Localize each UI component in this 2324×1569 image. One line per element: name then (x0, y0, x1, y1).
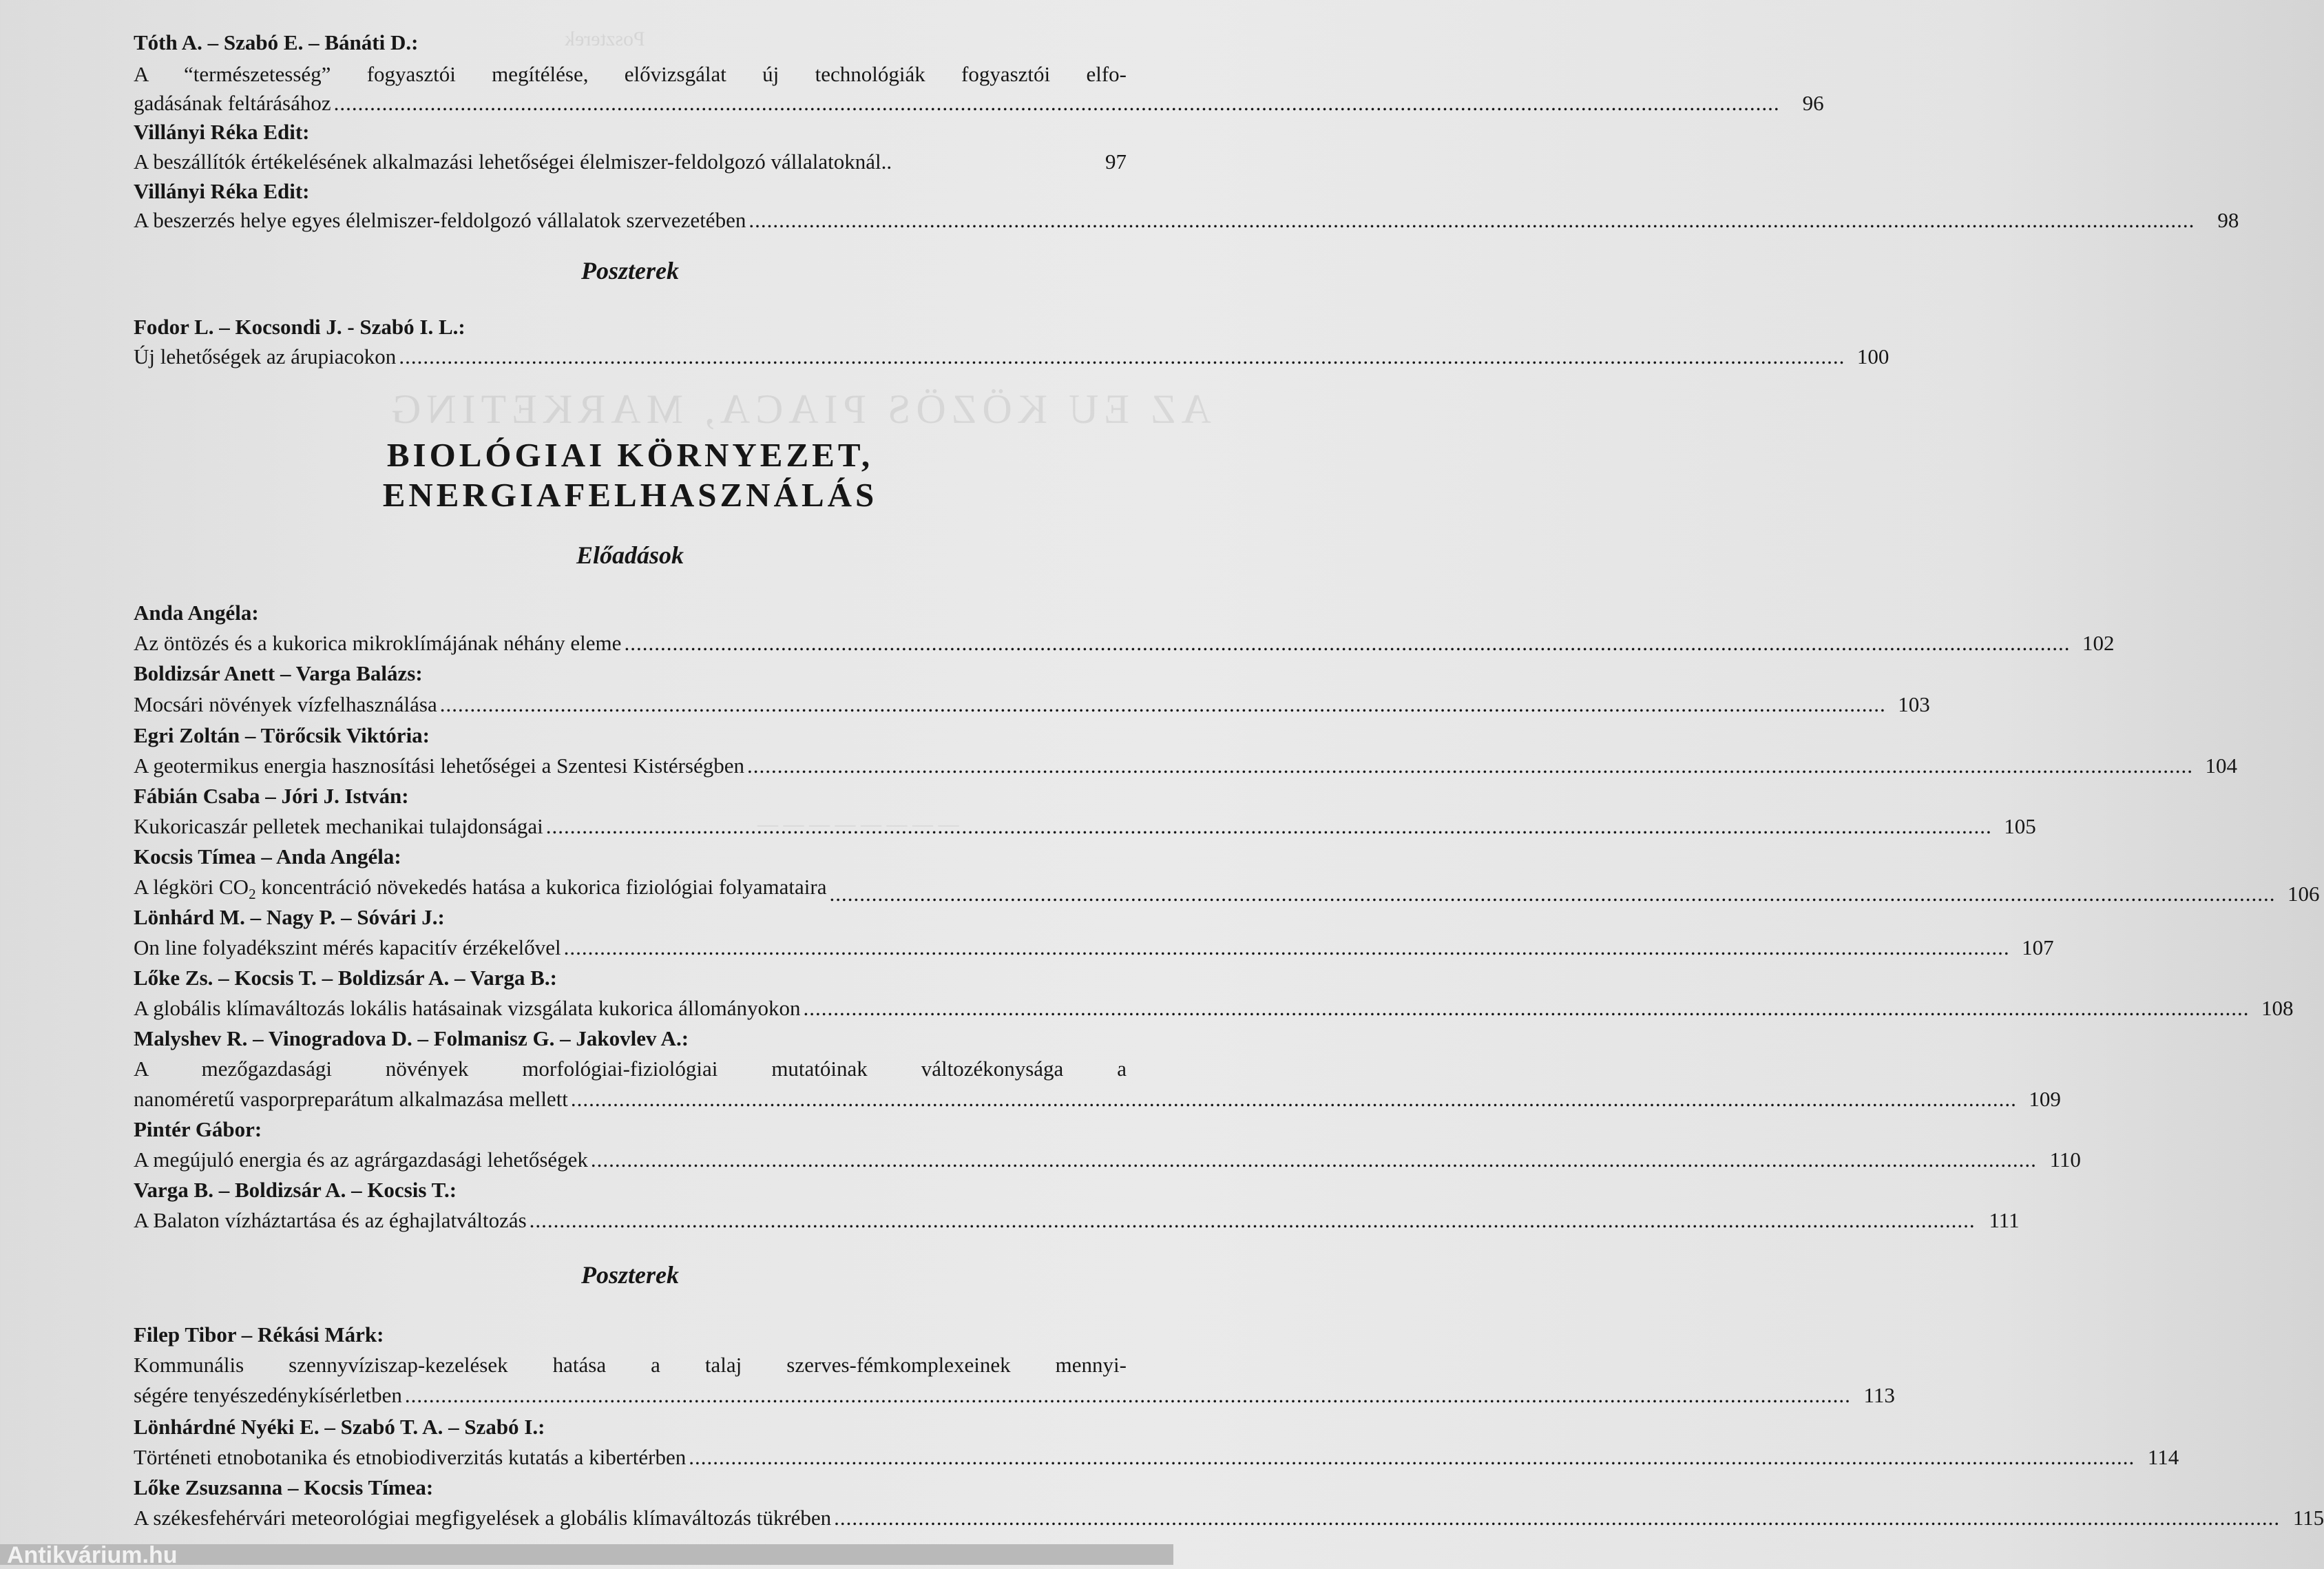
entry-authors: Lönhárd M. – Nagy P. – Sóvári J.: (134, 905, 445, 929)
leader-dots (546, 813, 1992, 840)
leader-dots (624, 630, 2070, 657)
bleed-through-texture: Poszterek (565, 28, 645, 50)
leader-dots (747, 752, 2193, 780)
page-number: 107 (2022, 935, 2054, 959)
leader-dots (440, 691, 1886, 718)
page-number: 102 (2082, 631, 2115, 655)
leader-dots (405, 1382, 1851, 1409)
leader-dots (571, 1085, 2017, 1113)
bleed-through-texture: — — — — — — — — (757, 813, 959, 835)
toc-entry[interactable] (134, 752, 2237, 780)
section-subheading: Előadások (576, 541, 684, 569)
page-number: 106 (2287, 882, 2320, 906)
page-number: 115 (2292, 1506, 2324, 1530)
entry-authors: Lönhárdné Nyéki E. – Szabó T. A. – Szabó I.: (134, 1415, 545, 1439)
toc-entry[interactable] (134, 691, 1930, 718)
entry-title-part: A légköri CO (134, 875, 249, 899)
entry-authors: Kocsis Tímea – Anda Angéla: (134, 844, 401, 869)
entry-authors: Villányi Réka Edit: (134, 120, 310, 144)
leader-dots (689, 1444, 2135, 1471)
toc-entry[interactable] (134, 1207, 2020, 1234)
page-number: 110 (2049, 1147, 2081, 1172)
entry-title: A beszerzés helye egyes élelmiszer-feldolgozó vállalatok szervezetében (134, 208, 746, 232)
chapter-heading: ENERGIAFELHASZNÁLÁS (382, 476, 878, 514)
entry-title: gadásának feltárásához (134, 91, 331, 115)
toc-entry[interactable] (134, 343, 1889, 371)
toc-entry[interactable] (134, 90, 1824, 117)
leader-dots (591, 1146, 2037, 1174)
entry-title-line: A mezőgazdasági növények morfológiai-fiziológiai mutatóinak változékonysága a (134, 1057, 1127, 1081)
entry-title: A megújuló energia és az agrárgazdasági lehetőségek (134, 1147, 588, 1172)
chapter-heading: BIOLÓGIAI KÖRNYEZET, (386, 436, 874, 474)
entry-authors: Fodor L. – Kocsondi J. - Szabó I. L.: (134, 315, 465, 339)
entry-authors: Fábián Csaba – Jóri J. István: (134, 784, 409, 808)
toc-entry[interactable] (134, 148, 1127, 176)
entry-authors: Lőke Zsuzsanna – Kocsis Tímea: (134, 1475, 434, 1499)
page-number: 109 (2029, 1087, 2061, 1111)
page-number: 97 (1105, 149, 1127, 174)
entry-title: On line folyadékszint mérés kapacitív érzékelővel (134, 935, 561, 959)
toc-entry[interactable] (134, 207, 2239, 234)
toc-entry[interactable] (134, 813, 2036, 840)
entry-title-line: A “természetesség” fogyasztói megítélése, elővizsgálat új technológiák fogyasztói elfo- (134, 62, 1127, 86)
page-number: 104 (2205, 754, 2237, 778)
leader-dots (564, 934, 2010, 962)
entry-authors: Boldizsár Anett – Varga Balázs: (134, 661, 423, 685)
entry-authors: Anda Angéla: (134, 601, 259, 625)
entry-title-part: koncentráció növekedés hatása a kukorica fiziológiai folyamataira (255, 875, 827, 899)
page-number: 100 (1856, 344, 1889, 368)
entry-authors: Pintér Gábor: (134, 1117, 262, 1141)
entry-title: ségére tenyészedénykísérletben (134, 1383, 402, 1407)
entry-title (134, 873, 826, 908)
leader-dots (749, 207, 2195, 234)
toc-entry[interactable] (134, 1504, 2324, 1532)
entry-authors: Tóth A. – Szabó E. – Bánáti D.: (134, 30, 419, 54)
leader-dots (834, 1504, 2280, 1532)
toc-entry[interactable] (134, 1444, 2179, 1471)
page-number: 113 (1863, 1383, 1895, 1407)
entry-authors: Malyshev R. – Vinogradova D. – Folmanisz G. – Jakovlev A.: (134, 1026, 689, 1050)
entry-title: A Balaton vízháztartása és az éghajlatváltozás (134, 1208, 527, 1232)
subscript: 2 (249, 886, 256, 903)
entry-title: Mocsári növények vízfelhasználása (134, 692, 437, 716)
leader-dots (334, 90, 1780, 117)
toc-entry[interactable] (134, 630, 2115, 657)
leader-dots (399, 343, 1845, 371)
section-subheading: Poszterek (581, 257, 679, 284)
leader-dots (530, 1207, 1976, 1234)
entry-title: Kukoricaszár pelletek mechanikai tulajdonságai (134, 814, 543, 838)
toc-entry[interactable] (134, 1146, 2081, 1174)
toc-entry[interactable] (134, 1085, 2061, 1113)
entry-title-line: Kommunális szennyvíziszap-kezelések hatása a talaj szerves-fémkomplexeinek mennyi- (134, 1353, 1127, 1377)
entry-title: A beszállítók értékelésének alkalmazási lehetőségei élelmiszer-feldolgozó vállalatoknál.. (134, 149, 892, 174)
entry-authors: Villányi Réka Edit: (134, 179, 310, 203)
toc-entry[interactable] (134, 934, 2054, 962)
entry-title: A globális klímaváltozás lokális hatásainak vizsgálata kukorica állományokon (134, 996, 801, 1020)
entry-authors: Lőke Zs. – Kocsis T. – Boldizsár A. – Varga B.: (134, 966, 557, 990)
toc-entry[interactable] (134, 995, 2294, 1022)
section-subheading: Poszterek (581, 1261, 679, 1289)
bleed-through-texture: AZ EU KÖZÖS PIACA, MARKETING (386, 386, 1211, 432)
leader-dots (804, 995, 2250, 1022)
toc-entry[interactable] (134, 873, 2320, 908)
watermark: Antikvárium.hu (7, 1542, 178, 1568)
page-number: 96 (1802, 91, 1824, 115)
page-number: 105 (2004, 814, 2036, 838)
entry-title: A székesfehérvári meteorológiai megfigyelések a globális klímaváltozás tükrében (134, 1506, 832, 1530)
entry-title: A geotermikus energia hasznosítási lehetőségei a Szentesi Kistérségben (134, 754, 744, 778)
page-number: 111 (1989, 1208, 2020, 1232)
page-number: 98 (2217, 208, 2239, 232)
entry-authors: Egri Zoltán – Törőcsik Viktória: (134, 723, 430, 747)
entry-title: nanoméretű vasporpreparátum alkalmazása mellett (134, 1087, 568, 1111)
page-number: 114 (2147, 1445, 2179, 1469)
toc-entry[interactable] (134, 1382, 1895, 1409)
page-number: 108 (2261, 996, 2294, 1020)
page-number: 103 (1898, 692, 1930, 716)
entry-authors: Varga B. – Boldizsár A. – Kocsis T.: (134, 1178, 457, 1202)
entry-title: Az öntözés és a kukorica mikroklímájának néhány eleme (134, 631, 622, 655)
entry-title: Történeti etnobotanika és etnobiodiverzitás kutatás a kibertérben (134, 1445, 687, 1469)
entry-authors: Filep Tibor – Rékási Márk: (134, 1322, 384, 1347)
entry-title: Új lehetőségek az árupiacokon (134, 344, 397, 368)
